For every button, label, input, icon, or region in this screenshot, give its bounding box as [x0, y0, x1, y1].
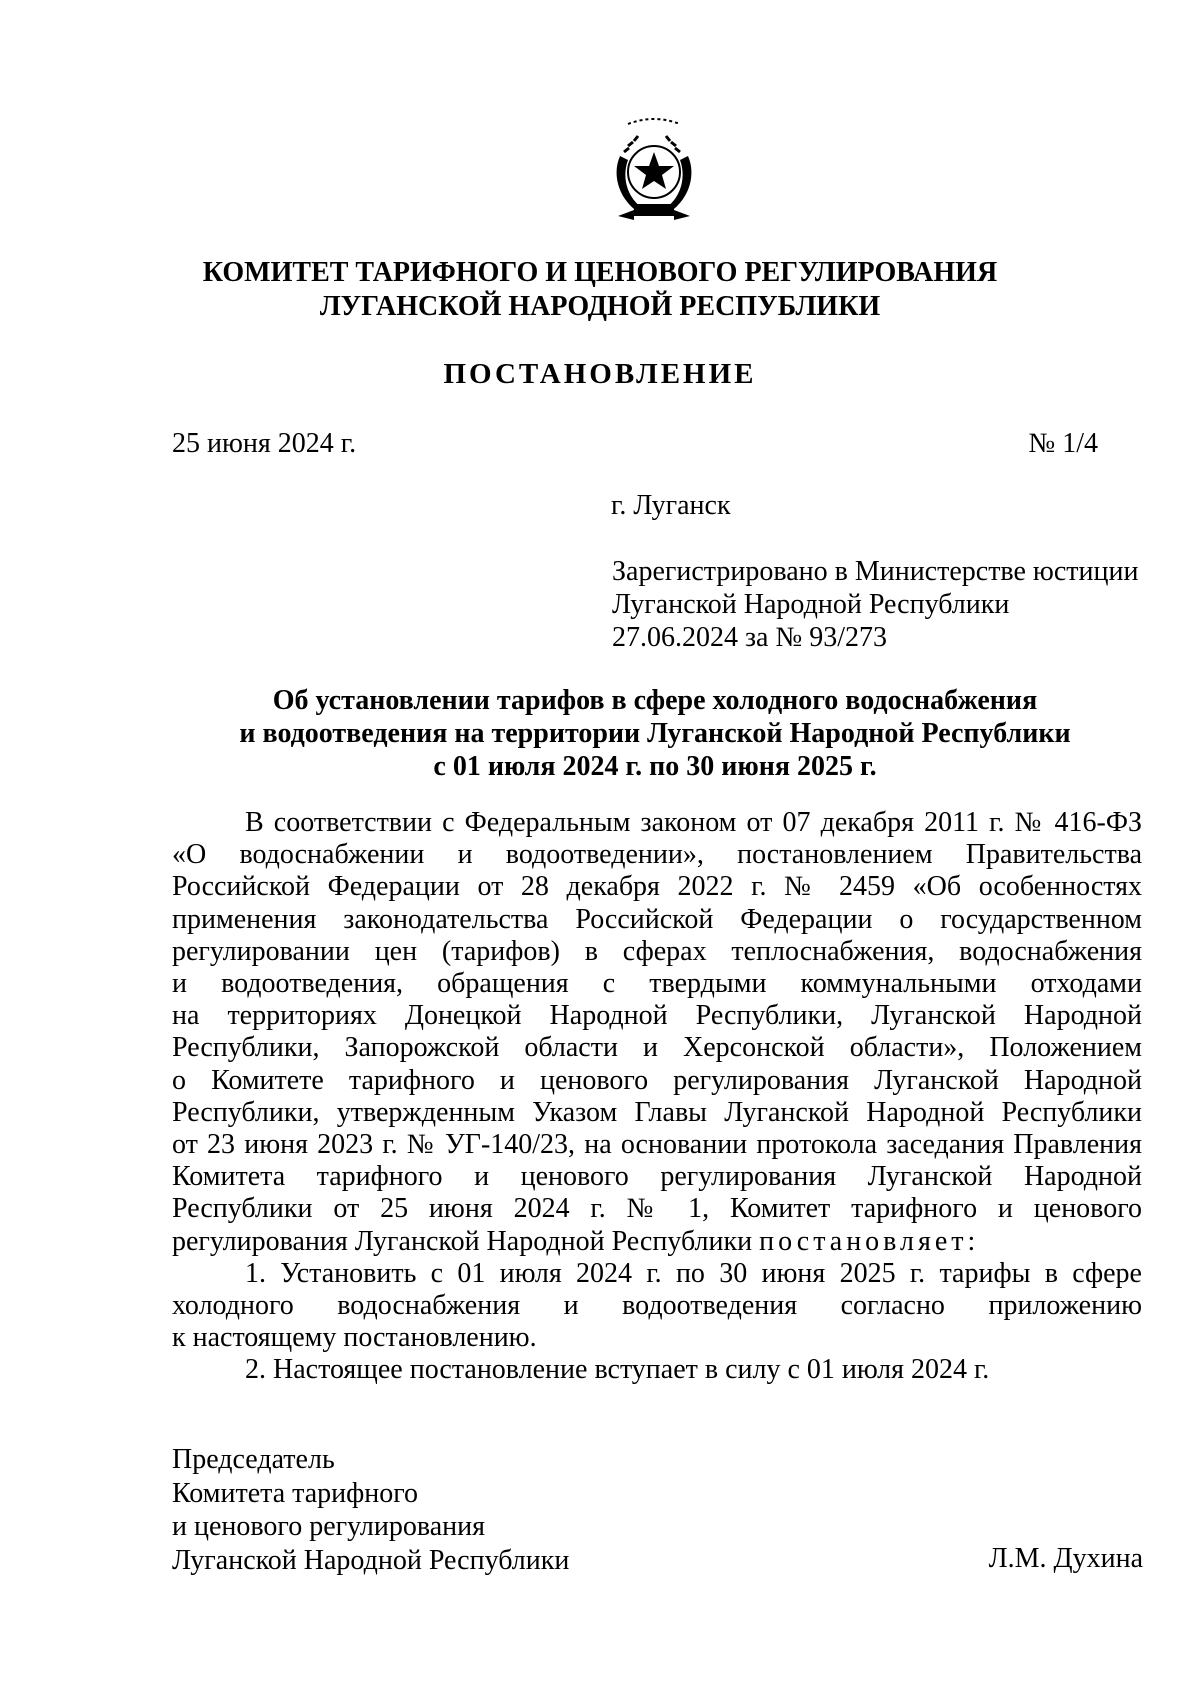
signature-block [172, 1443, 569, 1577]
body-line: регулировании цен (тарифов) в сферах теплоснабжения, водоснабжения [172, 935, 1142, 967]
coat-of-arms-icon [598, 116, 710, 228]
body-text: регулирования Луганской Народной Республики [172, 1225, 753, 1257]
document-title-line2: и водоотведения на территории Луганской Народной Республики [239, 718, 1071, 749]
document-title-line3: с 01 июля 2024 г. по 30 июня 2025 г. [433, 751, 877, 782]
document-date: 25 июня 2024 г. [172, 428, 357, 459]
item1-line: холодного водоснабжения и водоотведения согласно приложению [172, 1290, 1142, 1322]
body-line: на территориях Донецкой Народной Республики, Луганской Народной [172, 1000, 1142, 1032]
signature-line: Луганской Народной Республики [172, 1544, 570, 1576]
body-text: : [967, 1225, 976, 1257]
signature-line: и ценового регулирования [172, 1511, 485, 1542]
registration-block [612, 555, 1138, 654]
signer-name: Л.М. Духина [988, 1543, 1143, 1574]
document-type: ПОСТАНОВЛЕНИЕ [443, 358, 757, 390]
body-line: «О водоснабжении и водоотведении», постановлением Правительства [172, 839, 1142, 871]
document-title-line1: Об установлении тарифов в сфере холодного водоснабжения [272, 685, 1038, 716]
body-line: Комитета тарифного и ценового регулирования Луганской Народной [172, 1161, 1142, 1193]
signature-line: Председатель [172, 1444, 335, 1475]
body-line: применения законодательства Российской Федерации о государственном [172, 903, 1142, 935]
body-line: Республики от 25 июня 2024 г. № 1, Комитет тарифного и ценового [172, 1193, 1142, 1225]
body-line: Республики, утвержденным Указом Главы Луганской Народной Республики [172, 1096, 1142, 1128]
registration-line: Зарегистрировано в Министерстве юстиции [612, 556, 1139, 587]
document-body [172, 807, 1142, 1387]
organization-name-line2: ЛУГАНСКОЙ НАРОДНОЙ РЕСПУБЛИКИ [319, 291, 881, 322]
body-line-last [172, 1226, 1142, 1258]
body-line: о Комитете тарифного и ценового регулирования Луганской Народной [172, 1064, 1142, 1096]
item2-line: 2. Настоящее постановление вступает в силу с 01 июля 2024 г. [245, 1354, 990, 1386]
body-line: В соответствии с Федеральным законом от 07 декабря 2011 г. № 416-ФЗ [245, 807, 1142, 838]
organization-name-line1: КОМИТЕТ ТАРИФНОГО И ЦЕНОВОГО РЕГУЛИРОВАНИЯ [202, 257, 998, 288]
registration-line: 27.06.2024 за № 93/273 [612, 622, 887, 653]
body-line: от 23 июня 2023 г. № УГ-140/23, на основании протокола заседания Правления [172, 1129, 1142, 1161]
item1-line: к настоящему постановлению. [172, 1322, 537, 1354]
item1-line: 1. Установить с 01 июля 2024 г. по 30 июня 2025 г. тарифы в сфере [245, 1257, 1142, 1289]
document-city: г. Луганск [611, 490, 731, 521]
registration-line: Луганской Народной Республики [612, 589, 1010, 620]
document-number: № 1/4 [1028, 428, 1098, 459]
signature-line: Комитета тарифного [172, 1477, 419, 1509]
resolves-word: постановляет [759, 1225, 968, 1257]
body-line: Республики, Запорожской области и Херсонской области», Положением [172, 1032, 1142, 1064]
body-line: Российской Федерации от 28 декабря 2022 г. № 2459 «Об особенностях [172, 871, 1142, 903]
body-line: и водоотведения, обращения с твердыми коммунальными отходами [172, 968, 1142, 1000]
